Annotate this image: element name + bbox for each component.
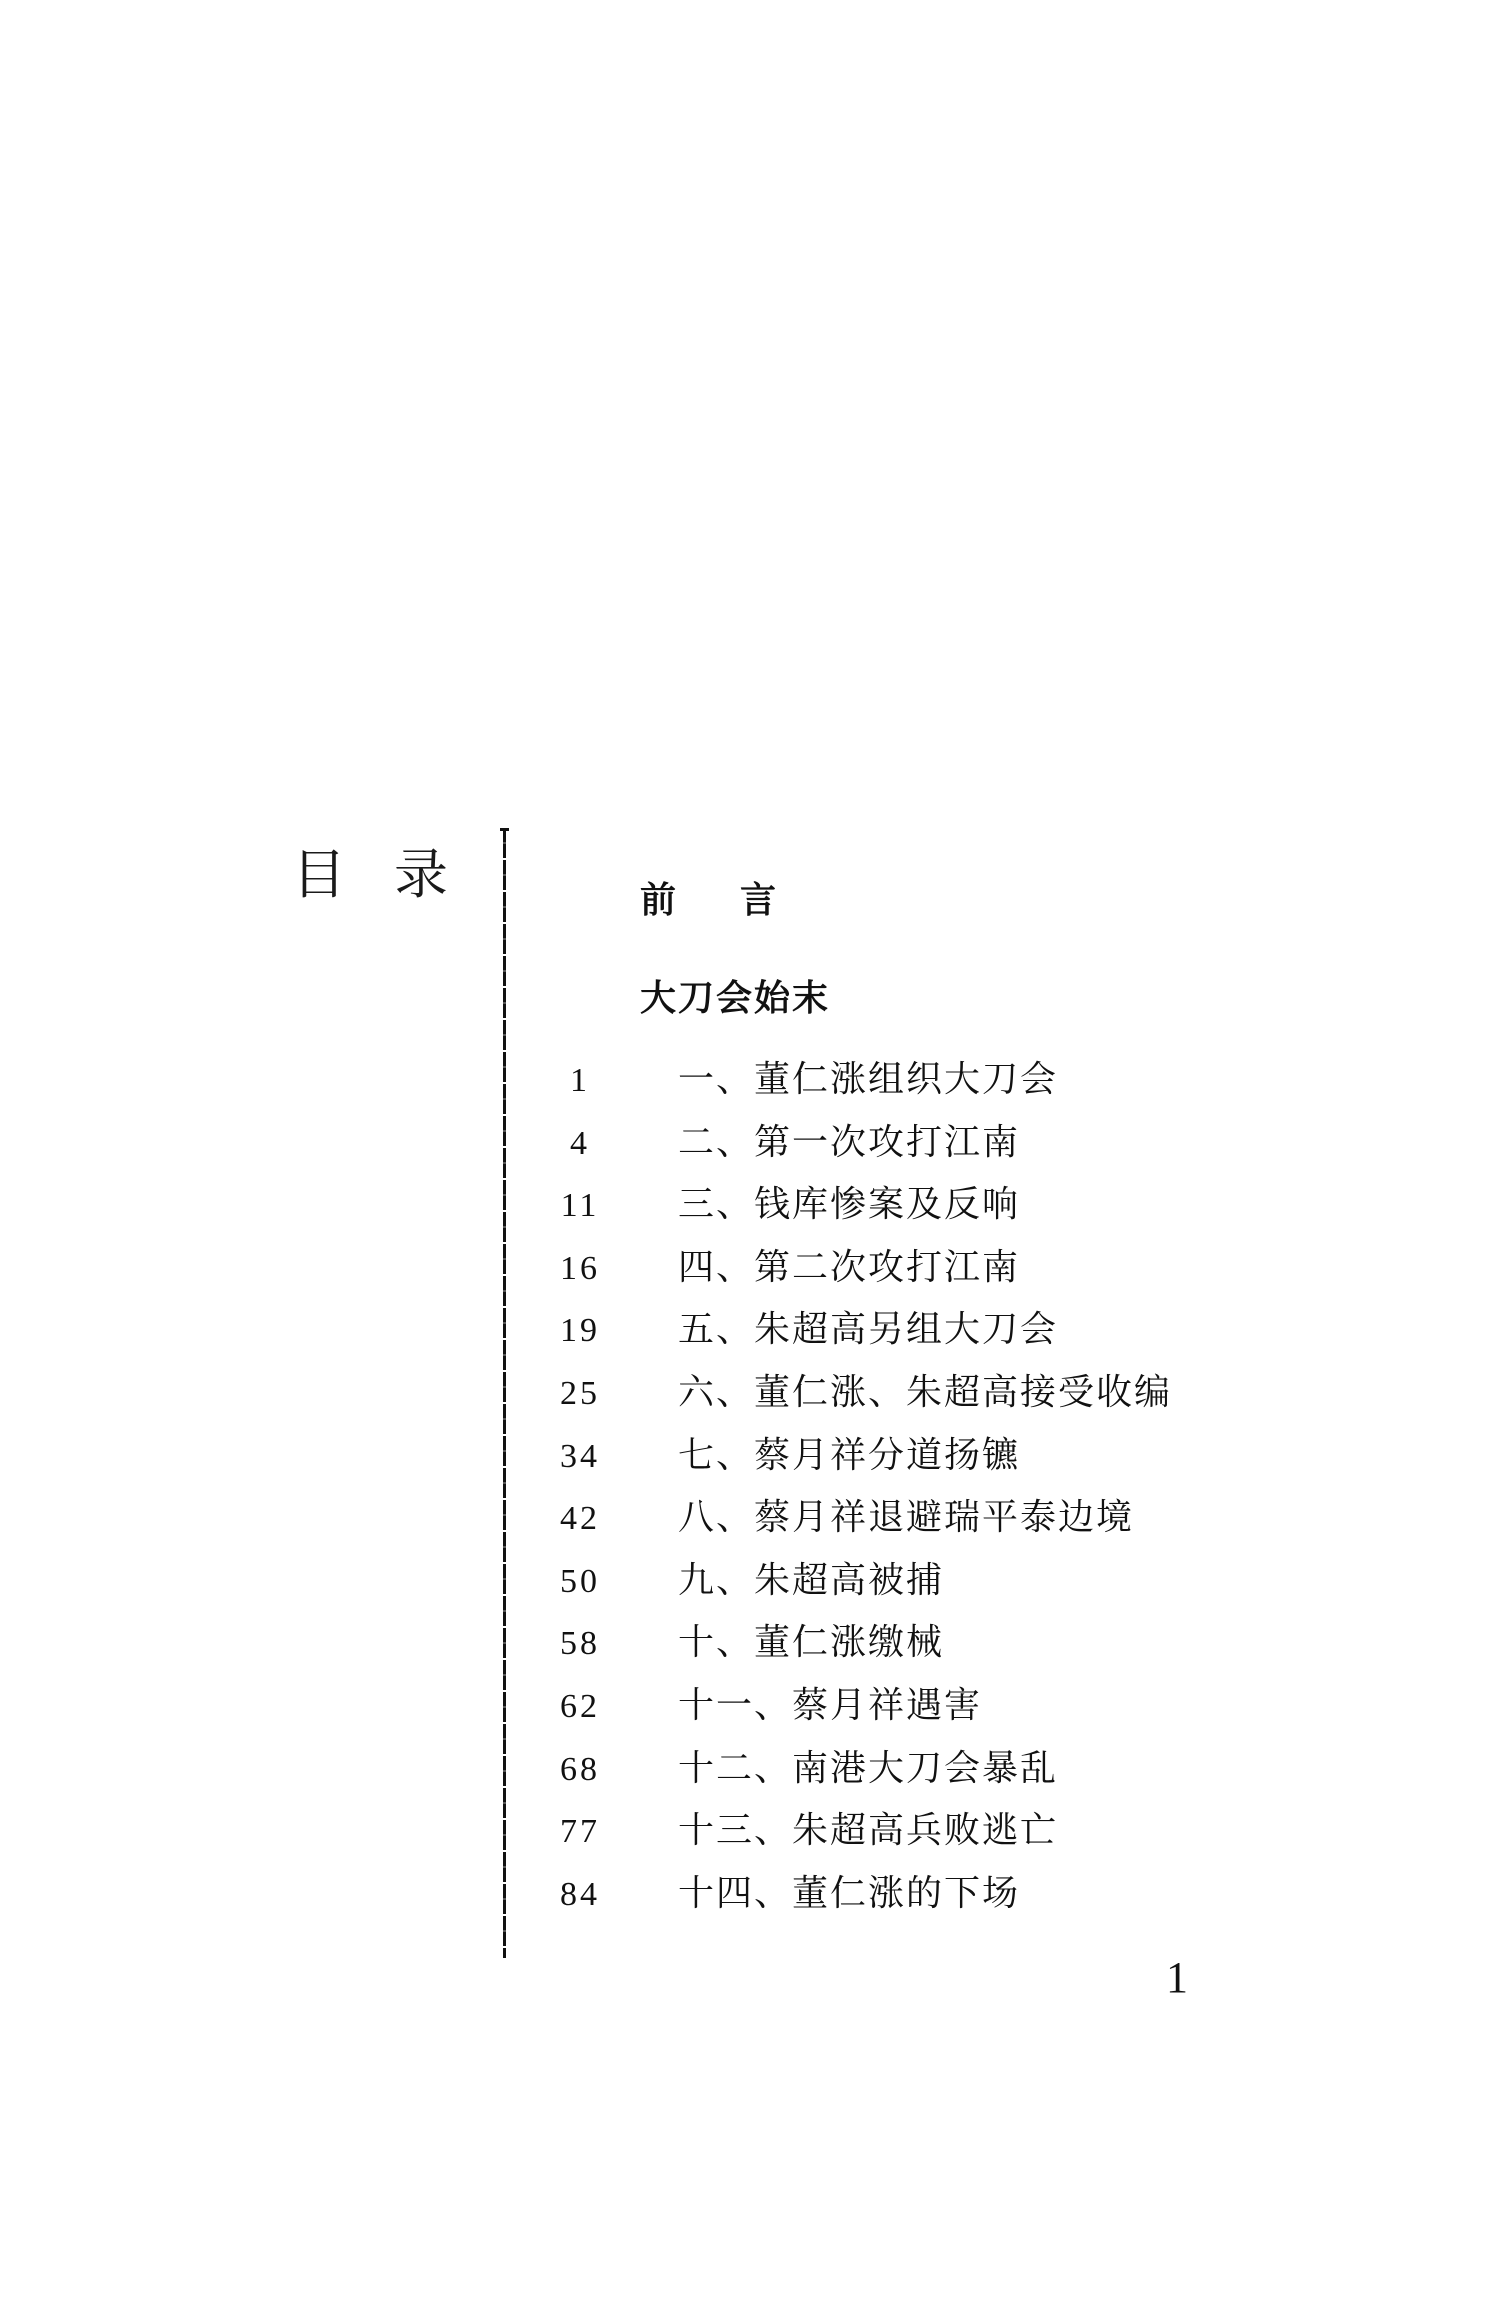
toc-heading: 目录 <box>292 843 496 906</box>
toc-chapter-title: 六、董仁涨、朱超高接受收编 <box>678 1371 1173 1413</box>
toc-row <box>540 1872 1240 1935</box>
toc-row <box>540 1308 1240 1371</box>
toc-page-number: 58 <box>560 1625 600 1663</box>
toc-page-number: 19 <box>560 1312 600 1350</box>
toc-page-number: 34 <box>560 1437 600 1475</box>
toc-chapter-title: 四、第二次攻打江南 <box>678 1246 1021 1288</box>
toc-chapter-title: 十四、董仁涨的下场 <box>678 1872 1021 1914</box>
section-title: 大刀会始末 <box>640 977 831 1019</box>
toc-page-number: 62 <box>560 1687 600 1725</box>
toc-row <box>540 1058 1240 1121</box>
vertical-divider <box>503 828 506 1958</box>
toc-chapter-title: 七、蔡月祥分道扬镳 <box>678 1434 1021 1476</box>
toc-row <box>540 1183 1240 1246</box>
toc-chapter-title: 九、朱超高被捕 <box>678 1559 945 1601</box>
toc-page-number: 50 <box>560 1562 600 1600</box>
toc-page-number: 77 <box>560 1813 600 1851</box>
page-number: 1 <box>1166 1953 1188 2002</box>
toc-row <box>540 1371 1240 1434</box>
toc-row <box>540 1559 1240 1622</box>
toc-page-number: 16 <box>560 1249 600 1287</box>
toc-page-number: 1 <box>570 1062 590 1099</box>
preface-entry: 前言 <box>640 879 841 921</box>
toc-page-number: 4 <box>570 1124 590 1162</box>
toc-page-number: 25 <box>560 1374 600 1412</box>
toc-chapter-title: 十、董仁涨缴械 <box>678 1622 945 1664</box>
toc-row <box>540 1246 1240 1309</box>
toc-page-number: 84 <box>560 1875 600 1913</box>
toc-page-number: 42 <box>560 1500 600 1538</box>
toc-chapter-title: 十三、朱超高兵败逃亡 <box>678 1810 1059 1852</box>
toc-chapter-title: 十一、蔡月祥遇害 <box>678 1684 983 1726</box>
toc-row <box>540 1621 1240 1684</box>
toc-page-number: 68 <box>560 1750 600 1788</box>
toc-chapter-title: 一、董仁涨组织大刀会 <box>678 1059 1059 1100</box>
toc-row <box>540 1747 1240 1810</box>
toc-list <box>540 1058 1240 1934</box>
toc-chapter-title: 十二、南港大刀会暴乱 <box>678 1747 1059 1789</box>
toc-row <box>540 1684 1240 1747</box>
toc-row <box>540 1434 1240 1497</box>
toc-row <box>540 1809 1240 1872</box>
toc-chapter-title: 二、第一次攻打江南 <box>678 1121 1021 1163</box>
toc-chapter-title: 三、钱库惨案及反响 <box>678 1184 1021 1226</box>
divider-top-tick <box>500 828 509 831</box>
toc-row <box>540 1121 1240 1184</box>
toc-page-number: 11 <box>560 1187 600 1225</box>
toc-row <box>540 1496 1240 1559</box>
toc-chapter-title: 八、蔡月祥退避瑞平泰边境 <box>678 1497 1135 1539</box>
toc-chapter-title: 五、朱超高另组大刀会 <box>678 1309 1059 1351</box>
